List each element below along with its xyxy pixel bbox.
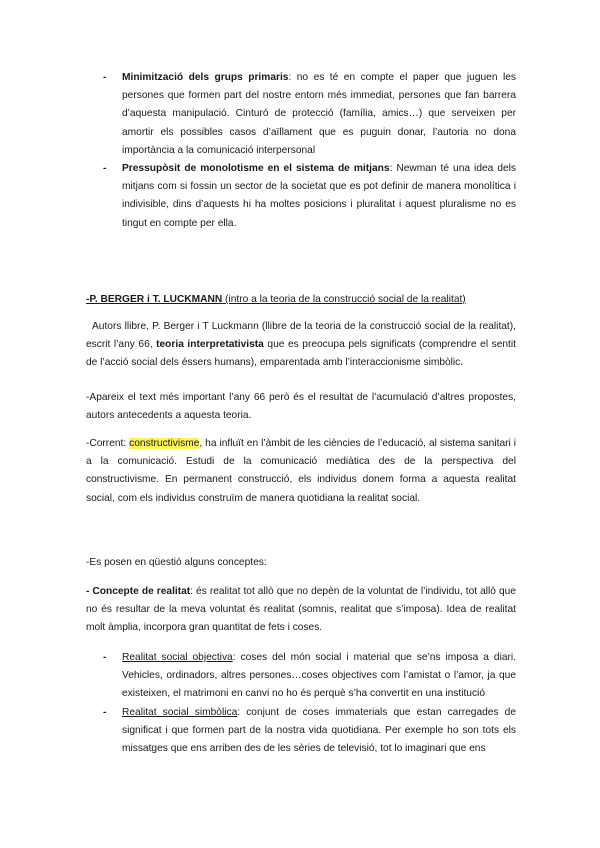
text-run: -Corrent:: [86, 438, 130, 449]
bullet-term: Minimització dels grups primaris: [122, 72, 289, 83]
paragraph-text: [86, 435, 516, 508]
bullet-text: [122, 649, 516, 704]
bullet-term: Realitat social simbòlica: [122, 706, 238, 718]
text-run: : és realitat tot allò que no depèn de la voluntat de l’individu, tot allò que no és resultar de la meva voluntat és realitat (somnis, realitat que s’imposa). Idea de realitat molt àmplia, incorpora gran quantitat de fets i coses.: [86, 586, 516, 634]
section-heading-bold: -P. BERGER i T. LUCKMANN: [86, 294, 223, 305]
list-item-grups-primaris: [86, 69, 516, 160]
text-run: Autors llibre, P. Berger i T Luckmann (llibre de la teoria de la construcció social de la realitat), escrit l’any 66,: [86, 321, 516, 351]
bullet-body: : conjunt de coses immaterials que estan carregades de significat i que formen part de la nostra vida quotidiana. Per exemple ho son tots els missatges que ens arriben des de les sèries de televisió, tot lo imaginari que ens: [122, 706, 516, 755]
bullet-text: [122, 160, 516, 233]
paragraph-text: [86, 583, 516, 638]
paragraph-text: -Es posen en qüestió alguns conceptes:: [86, 557, 267, 568]
highlighted-term: constructivisme: [129, 438, 200, 449]
bullet-body: : no es té en compte el paper que juguen les persones que formen part del nostre entorn més immediat, persones que fan barrera d’aquesta manipulació. Cinturó de protecció (família, amics…) que serveixen per amortir els possibles casos d’aïllament que es puguin donar, l’autoria no dona importància a la comunicació interpersonal: [122, 72, 516, 156]
list-item-realitat-objectiva: [86, 649, 516, 704]
paragraph-current: [86, 435, 516, 508]
paragraph-text: [86, 318, 516, 373]
text-run: , ha influït en l’àmbit de les ciències de l’educació, al sistema sanitari i a la comunicació. Estudi de la comunicació mediàtica des de la perspectiva del constructivisme. En permanent construcció, els individus donem forma a aquesta realitat social, com els individus construïm de manera quotidiana la realitat social.: [86, 438, 516, 504]
bullet-dash: -: [103, 706, 107, 718]
bullet-dash: -: [103, 652, 107, 663]
section-heading-rest: (intro a la teoria de la construcció social de la realitat): [222, 294, 466, 305]
bullet-body: : Newman té una idea dels mitjans com si fossin un sector de la societat que es pot definir de manera monolítica i indivisible, dins d’aquests hi ha moltes posicions i pluralitat i aquest pluralisme no es tingut en compte per ella.: [122, 163, 517, 229]
list-item-realitat-simbolica: [86, 704, 516, 759]
bullet-text: [122, 704, 516, 759]
bullet-list-bottom: [86, 649, 516, 758]
bold-term: teoria interpretativista: [156, 339, 264, 351]
section-heading: [86, 291, 516, 309]
bullet-list-top: [86, 69, 516, 233]
text-run: que es preocupa pels significats (comprendre el sentit de l’acció social dels éssers humans), emparentada amb l’interaccionisme simbòlic.: [86, 339, 516, 369]
paragraph-question: [86, 554, 516, 572]
bold-term: - Concepte de realitat: [86, 586, 191, 597]
paragraph-appears: [86, 389, 516, 425]
paragraph-text: -Apareix el text més important l’any 66 però és el resultat de l’acumulació d’altres propostes, autors antecedents a aquesta teoria.: [86, 392, 516, 422]
bullet-dash: -: [103, 72, 107, 83]
bullet-dash: -: [103, 163, 107, 175]
bullet-term: Realitat social objectiva: [122, 652, 233, 663]
bullet-term: Pressupòsit de monolotisme en el sistema de mitjans: [122, 163, 390, 175]
list-item-monolotisme: [86, 160, 516, 233]
bullet-body: : coses del món social i material que se’ns imposa a diari. Vehicles, ordinadors, altres persones…coses objectives com l’amistat o l’amor, ja que existeixen, el matrimoni en canvi no ho és perquè s’ha convertit en una institució: [122, 652, 516, 700]
paragraph-authors: [86, 318, 516, 373]
section-heading-underline: [86, 294, 466, 305]
paragraph-reality: [86, 583, 516, 638]
bullet-text: [122, 69, 516, 160]
